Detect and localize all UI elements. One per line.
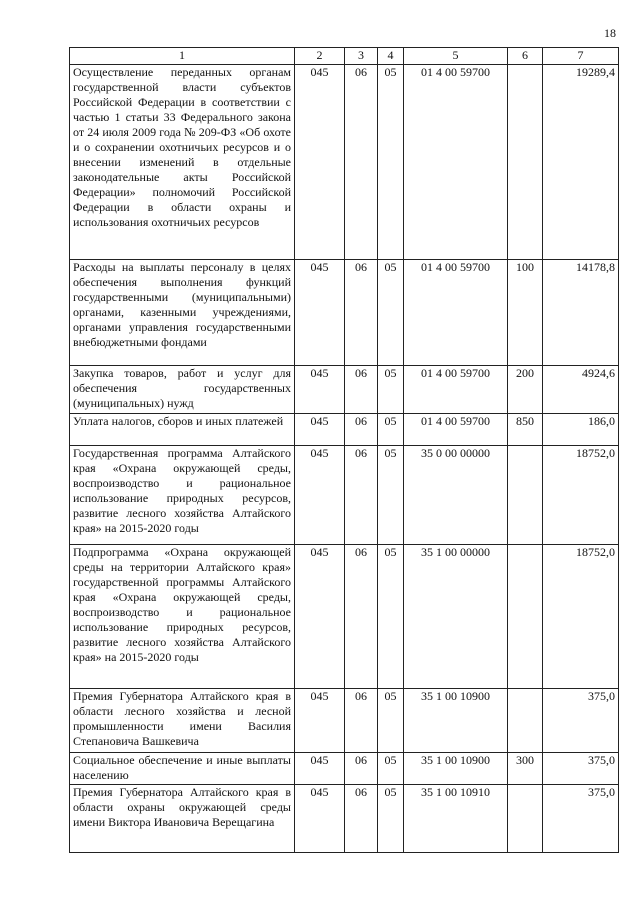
ministry-code-cell: 045 — [295, 65, 345, 260]
section-code-cell: 06 — [345, 446, 378, 545]
target-article-cell: 01 4 00 59700 — [404, 366, 508, 414]
column-header: 3 — [345, 48, 378, 65]
expense-name-cell: Государственная программа Алтайского края «Охрана окружающей среды, воспроизводство и рациональное использование природных ресурсов, развитие лесного хозяйства Алтайского края» на 2015-2020 годы — [70, 446, 295, 545]
page-number: 18 — [604, 26, 616, 40]
expense-name-cell: Премия Губернатора Алтайского края в области лесного хозяйства и лесной промышленности имени Василия Степановича Вашкевича — [70, 689, 295, 753]
expense-type-cell: 850 — [508, 414, 543, 446]
target-article-cell: 35 0 00 00000 — [404, 446, 508, 545]
expense-type-cell — [508, 65, 543, 260]
target-article-cell: 35 1 00 10900 — [404, 689, 508, 753]
target-article-cell: 01 4 00 59700 — [404, 260, 508, 366]
ministry-code-cell: 045 — [295, 414, 345, 446]
ministry-code-cell: 045 — [295, 785, 345, 853]
column-header: 2 — [295, 48, 345, 65]
expense-type-cell — [508, 689, 543, 753]
expense-name-cell: Социальное обеспечение и иные выплаты населению — [70, 753, 295, 785]
table-row — [70, 545, 619, 689]
table-row — [70, 414, 619, 446]
subsection-code-cell: 05 — [378, 414, 404, 446]
amount-cell: 14178,8 — [543, 260, 619, 366]
subsection-code-cell: 05 — [378, 446, 404, 545]
target-article-cell: 01 4 00 59700 — [404, 65, 508, 260]
subsection-code-cell: 05 — [378, 753, 404, 785]
ministry-code-cell: 045 — [295, 545, 345, 689]
expense-name-cell: Расходы на выплаты персоналу в целях обеспечения выполнения функций государственными (муниципальными) органами, казенными учреждениями, органами управления государственными внебюджетными фондами — [70, 260, 295, 366]
column-header: 6 — [508, 48, 543, 65]
subsection-code-cell: 05 — [378, 545, 404, 689]
table-row — [70, 446, 619, 545]
target-article-cell: 35 1 00 00000 — [404, 545, 508, 689]
ministry-code-cell: 045 — [295, 366, 345, 414]
target-article-cell: 01 4 00 59700 — [404, 414, 508, 446]
section-code-cell: 06 — [345, 545, 378, 689]
amount-cell: 375,0 — [543, 689, 619, 753]
column-header: 4 — [378, 48, 404, 65]
expense-name-cell: Подпрограмма «Охрана окружающей среды на территории Алтайского края» государственной программы Алтайского края «Охрана окружающей среды, воспроизводство и рациональное использование природных ресурсов, развитие лесного хозяйства Алтайского края» на 2015-2020 годы — [70, 545, 295, 689]
table-row — [70, 366, 619, 414]
amount-cell: 4924,6 — [543, 366, 619, 414]
column-header: 7 — [543, 48, 619, 65]
expense-type-cell — [508, 545, 543, 689]
amount-cell: 19289,4 — [543, 65, 619, 260]
expense-type-cell: 200 — [508, 366, 543, 414]
table-row — [70, 65, 619, 260]
section-code-cell: 06 — [345, 260, 378, 366]
target-article-cell: 35 1 00 10910 — [404, 785, 508, 853]
expense-name-cell: Закупка товаров, работ и услуг для обеспечения государственных (муниципальных) нужд — [70, 366, 295, 414]
ministry-code-cell: 045 — [295, 260, 345, 366]
column-header: 1 — [70, 48, 295, 65]
amount-cell: 375,0 — [543, 753, 619, 785]
section-code-cell: 06 — [345, 753, 378, 785]
amount-cell: 375,0 — [543, 785, 619, 853]
subsection-code-cell: 05 — [378, 65, 404, 260]
subsection-code-cell: 05 — [378, 260, 404, 366]
expense-type-cell: 300 — [508, 753, 543, 785]
ministry-code-cell: 045 — [295, 446, 345, 545]
ministry-code-cell: 045 — [295, 753, 345, 785]
amount-cell: 186,0 — [543, 414, 619, 446]
expense-name-cell: Осуществление переданных органам государственной власти субъектов Российской Федерации в соответствии с частью 1 статьи 33 Федерального закона от 24 июля 2009 года № 209-ФЗ «Об охоте и о сохранении охотничьих ресурсов и о внесении изменений в отдельные законодательные акты Российской Федерации» полномочий Российской Федерации в области охраны и использования охотничьих ресурсов — [70, 65, 295, 260]
budget-table — [69, 47, 619, 853]
subsection-code-cell: 05 — [378, 785, 404, 853]
expense-type-cell: 100 — [508, 260, 543, 366]
section-code-cell: 06 — [345, 689, 378, 753]
expense-name-cell: Премия Губернатора Алтайского края в области охраны окружающей среды имени Виктора Ивановича Верещагина — [70, 785, 295, 853]
expense-type-cell — [508, 785, 543, 853]
target-article-cell: 35 1 00 10900 — [404, 753, 508, 785]
expense-name-cell: Уплата налогов, сборов и иных платежей — [70, 414, 295, 446]
section-code-cell: 06 — [345, 366, 378, 414]
table-row — [70, 689, 619, 753]
table-row — [70, 753, 619, 785]
amount-cell: 18752,0 — [543, 446, 619, 545]
column-header: 5 — [404, 48, 508, 65]
amount-cell: 18752,0 — [543, 545, 619, 689]
ministry-code-cell: 045 — [295, 689, 345, 753]
section-code-cell: 06 — [345, 65, 378, 260]
section-code-cell: 06 — [345, 414, 378, 446]
table-row — [70, 785, 619, 853]
table-row — [70, 260, 619, 366]
table-header-row — [70, 48, 619, 65]
section-code-cell: 06 — [345, 785, 378, 853]
subsection-code-cell: 05 — [378, 689, 404, 753]
expense-type-cell — [508, 446, 543, 545]
subsection-code-cell: 05 — [378, 366, 404, 414]
